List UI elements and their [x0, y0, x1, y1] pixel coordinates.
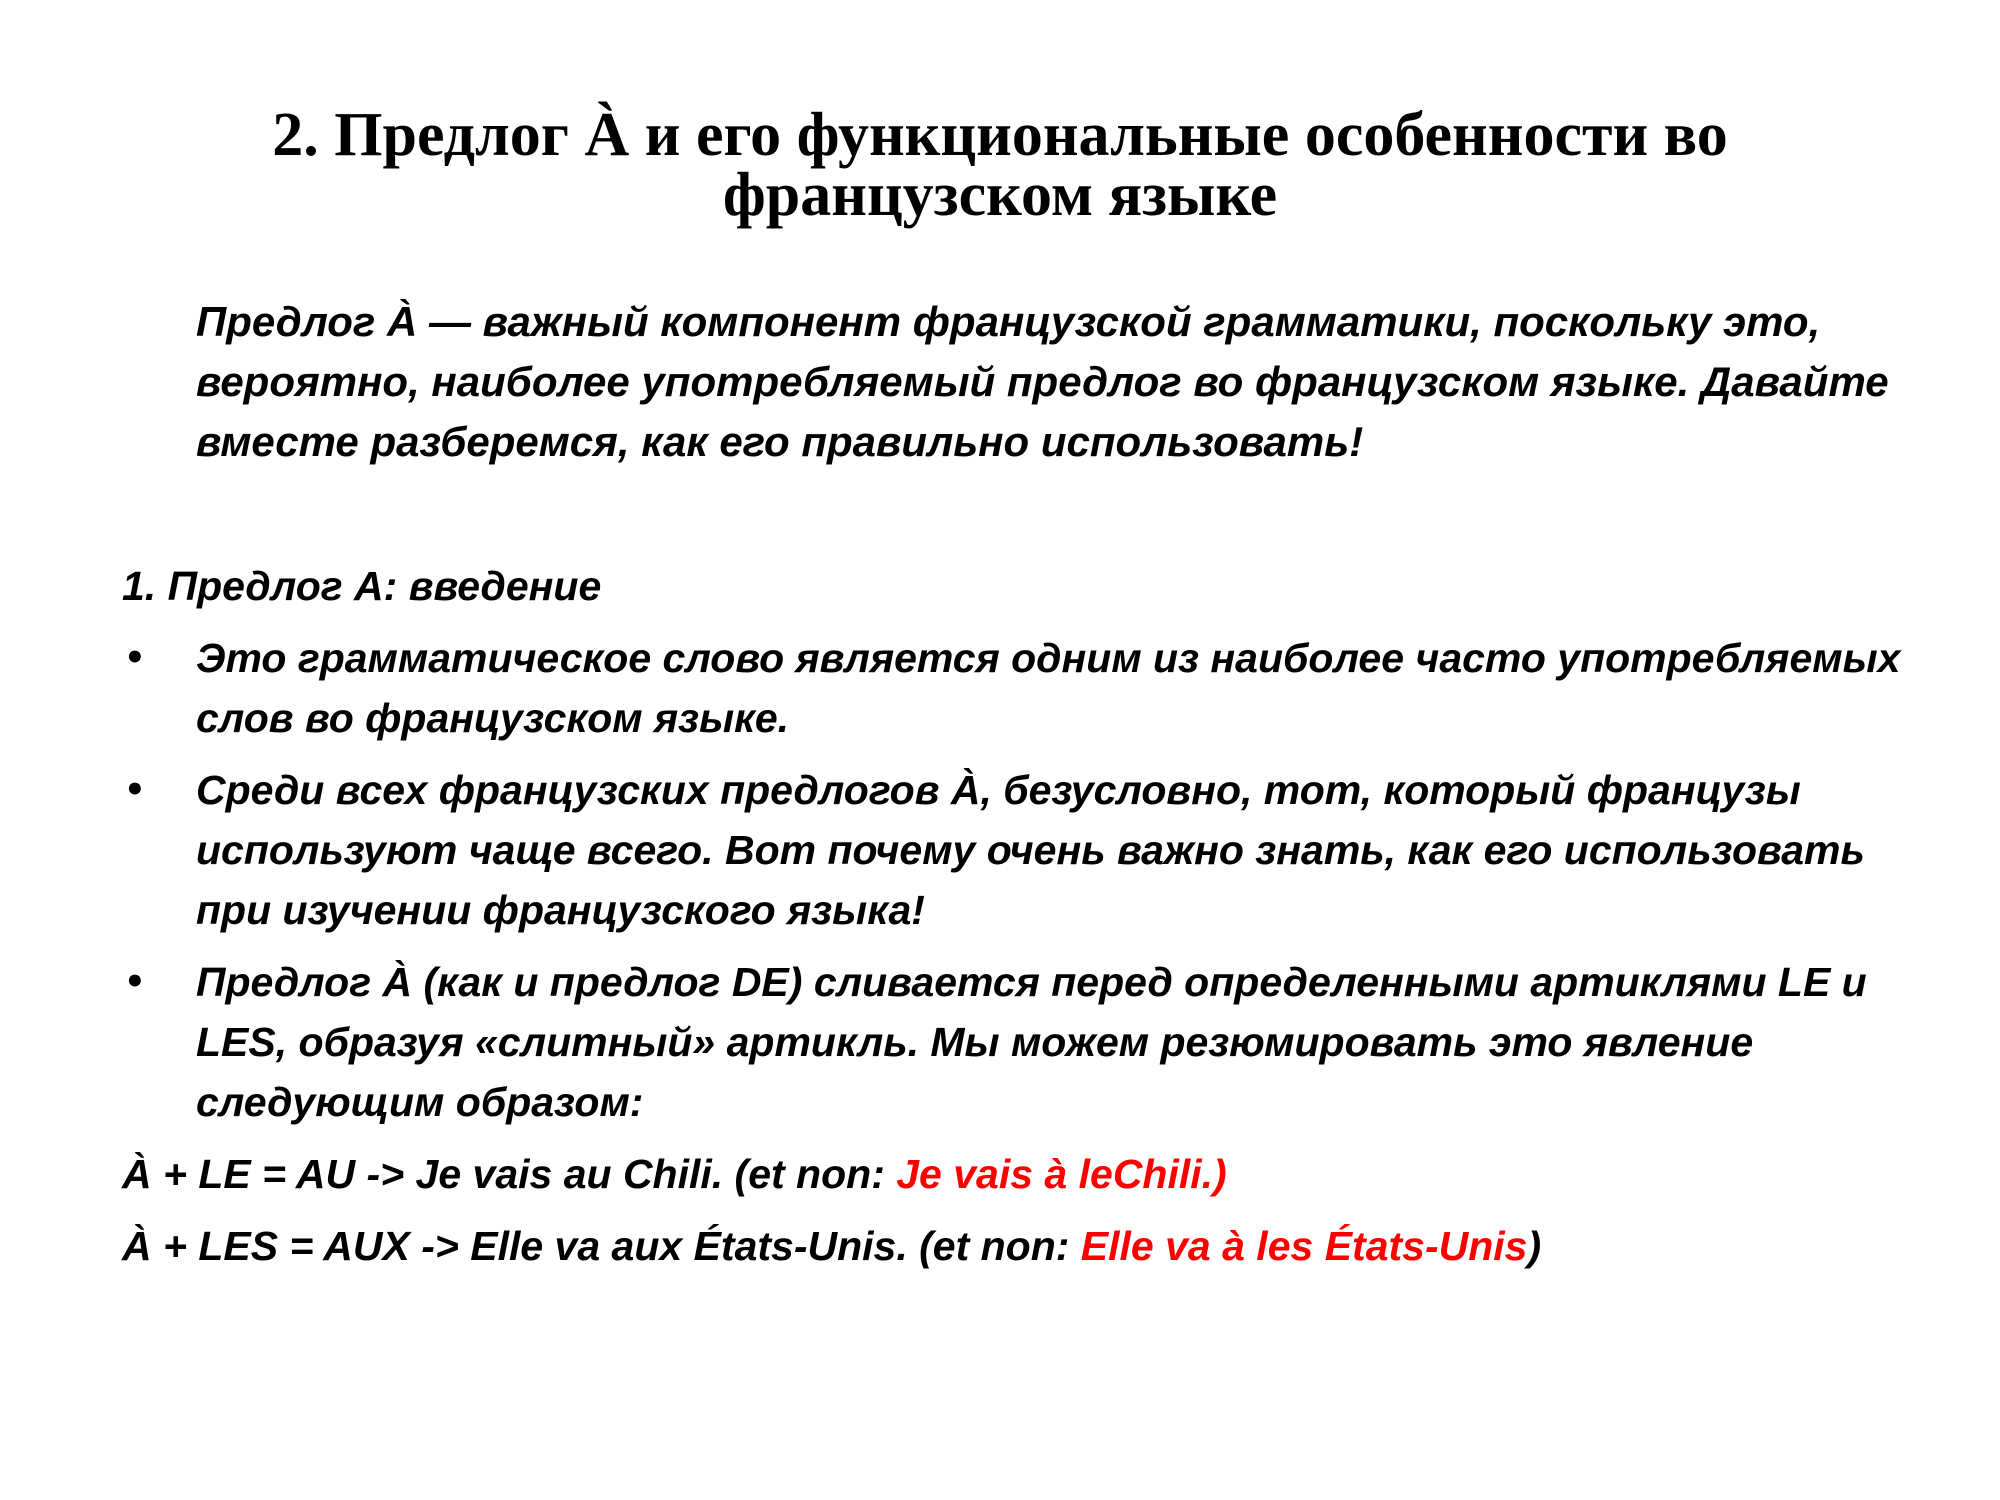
slide-title — [150, 101, 1850, 229]
slide-body — [122, 556, 1922, 1288]
example-au-incorrect: Je vais à leChili.) — [896, 1151, 1227, 1197]
bullet-dot-icon: • — [124, 770, 146, 810]
bullet-text: Среди всех французских предлогов À, безусловно, тот, который французы используют чаще всего. Вот почему очень важно знать, как его использовать при изучении французского языка! — [196, 767, 1865, 933]
bullet-item — [122, 628, 1922, 748]
example-aux-rule: À + LES = AUX -> Elle va aux États-Unis. (et non: — [122, 1223, 1081, 1269]
bullet-text: Это грамматическое слово является одним из наиболее часто употребляемых слов во французском языке. — [196, 635, 1901, 741]
bullet-item — [122, 760, 1922, 940]
bullet-dot-icon: • — [124, 638, 146, 678]
bullet-text: Предлог À (как и предлог DE) сливается перед определенными артиклями LE и LES, образуя «слитный» артикль. Мы можем резюмировать это явление следующим образом: — [196, 959, 1867, 1125]
example-aux-incorrect: Elle va à les États-Unis — [1080, 1223, 1528, 1269]
intro-paragraph: Предлог À — важный компонент французской грамматики, поскольку это, вероятно, наиболее употребляемый предлог во французском языке. Давайте вместе разберемся, как его правильно использовать! — [196, 298, 1889, 465]
section-heading: 1. Предлог A: введение — [122, 563, 602, 609]
title-line-2: французском языке — [722, 161, 1278, 229]
bullet-item — [122, 952, 1922, 1132]
example-aux — [122, 1216, 1922, 1276]
example-au-rule: À + LE = AU -> Je vais au Chili. (et non: — [122, 1151, 897, 1197]
bullet-list — [122, 628, 1922, 1132]
title-line-1: 2. Предлог À и его функциональные особенности во — [272, 101, 1728, 169]
bullet-dot-icon: • — [124, 962, 146, 1002]
example-au — [122, 1144, 1922, 1204]
example-aux-suffix: ) — [1527, 1223, 1542, 1269]
